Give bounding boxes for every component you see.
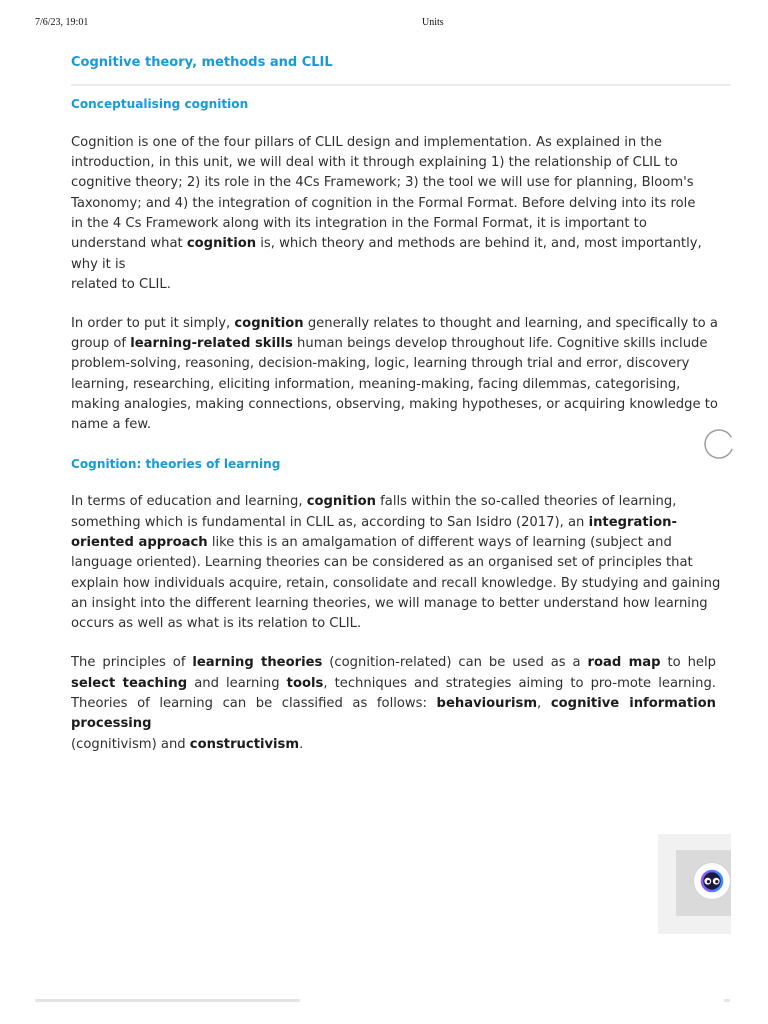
paragraph [71, 133, 731, 296]
text-line [71, 513, 731, 533]
page-title: Cognitive theory, methods and CLIL [71, 55, 333, 70]
loading-spinner-graphic [703, 428, 735, 460]
footer-url-blur [35, 999, 300, 1002]
text-run: something which is fundamental in CLIL as, according to San Isidro (2017), an [71, 514, 589, 530]
text-line [71, 735, 716, 755]
bold-term: road map [587, 655, 661, 671]
text-run: . [299, 736, 304, 752]
text-run: explain how individuals acquire, retain, consolidate and recall knowledge. By studying and gaining [71, 575, 721, 591]
text-run: introduction, in this unit, we will deal with it through explaining 1) the relationship of CLIL to [71, 154, 678, 170]
text-line [71, 375, 731, 395]
text-line [71, 334, 731, 354]
text-run: generally relates to thought and learning, and specifically to a [303, 315, 718, 331]
text-run: like this is an amalgamation of different ways of learning (subject and [207, 535, 672, 550]
section-heading-theories-of-learning: Cognition: theories of learning [71, 456, 281, 471]
text-line [71, 574, 731, 594]
text-run: understand what [71, 236, 187, 252]
bold-term: behaviourism [436, 695, 538, 711]
text-run: In order to put it simply, [71, 315, 235, 331]
text-run: group of [71, 336, 131, 352]
title-divider [71, 84, 731, 86]
bold-term: cognition [186, 236, 257, 252]
bold-term: integration- [588, 514, 677, 530]
text-line [71, 354, 731, 374]
text-run: (cognition-related) can be used as a [322, 655, 588, 671]
paragraph [71, 314, 731, 436]
text-run: making analogies, making connections, observing, making hypotheses, or acquiring knowledge to [71, 397, 718, 413]
bold-term: tools [286, 675, 324, 691]
section-heading-conceptualising-cognition: Conceptualising cognition [71, 97, 249, 111]
text-run: cognitive theory; 2) its role in the 4Cs Framework; 3) the tool we will use for planning, Bloom's [71, 175, 694, 191]
text-line [71, 694, 716, 714]
chat-widget-tab[interactable] [676, 850, 731, 916]
text-run: The principles of [71, 655, 193, 671]
text-run: language oriented). Learning theories can be considered as an organised set of principles that [71, 555, 693, 571]
bold-term: constructivism [189, 736, 300, 752]
text-line [71, 133, 731, 153]
text-line [71, 214, 731, 234]
text-run: problem-solving, reasoning, decision-making, logic, learning through trial and error, discovery [71, 356, 690, 372]
bold-term: select teaching [71, 675, 188, 691]
text-line [71, 255, 731, 275]
bold-term: learning-related skills [130, 336, 293, 352]
text-line [71, 395, 731, 415]
text-run: Cognition is one of the four pillars of CLIL design and implementation. As explained in the [71, 134, 662, 150]
text-run: human beings develop throughout life. Cognitive skills include [292, 336, 708, 352]
text-run: , [537, 695, 551, 711]
text-line [71, 674, 716, 694]
text-run: Theories of learning can be classified as follows: [71, 695, 437, 711]
text-line [71, 533, 731, 553]
bold-term: cognitive information [550, 695, 717, 711]
bold-term: processing [71, 716, 152, 732]
print-document-title: Units [422, 17, 444, 28]
loading-spinner-icon [703, 428, 735, 460]
bold-term: cognition [306, 494, 376, 510]
text-run: (cognitivism) and [71, 736, 190, 752]
text-run: an insight into the different learning theories, we will manage to better understand how learning [71, 596, 708, 612]
text-line [71, 714, 716, 734]
assistant-face-icon [694, 863, 730, 899]
text-run: Taxonomy; and 4) the integration of cognition in the Formal Format. Before delving into its role [71, 195, 696, 211]
text-line [71, 415, 731, 435]
article-content [71, 53, 731, 755]
text-run: occurs as well as what is its relation to CLIL. [71, 616, 362, 632]
text-line [71, 275, 731, 295]
text-run: In terms of education and learning, [71, 494, 307, 510]
text-run: learning, researching, eliciting information, meaning-making, facing dilemmas, categorising, [71, 376, 681, 392]
text-run: name a few. [71, 417, 152, 433]
text-run: , techniques and strategies aiming to pro-mote learning. [323, 675, 716, 691]
text-line [71, 194, 731, 214]
text-line [71, 234, 731, 254]
bold-term: oriented approach [71, 535, 208, 550]
text-run: related to CLIL. [71, 276, 171, 292]
text-run: falls within the so-called theories of learning, [375, 494, 677, 510]
chat-assistant-button[interactable] [694, 863, 730, 899]
text-run: is, which theory and methods are behind it, and, most importantly, [256, 236, 702, 252]
footer-page-number-blur [724, 999, 730, 1002]
text-line [71, 594, 731, 614]
text-line [71, 614, 731, 634]
text-line [71, 173, 731, 193]
print-timestamp: 7/6/23, 19:01 [35, 17, 89, 28]
bold-term: learning theories [192, 655, 323, 671]
chat-widget-panel [658, 834, 731, 934]
text-run: to help [660, 655, 717, 671]
paragraph [71, 492, 731, 634]
text-line [71, 314, 731, 334]
text-line [71, 653, 716, 673]
text-line [71, 492, 731, 512]
text-run: and learning [187, 675, 287, 691]
text-line [71, 553, 731, 573]
text-line [71, 153, 731, 173]
text-run: in the 4 Cs Framework along with its integration in the Formal Format, it is important to [71, 215, 647, 231]
text-run: why it is [71, 256, 126, 272]
paragraph [71, 653, 716, 755]
bold-term: cognition [234, 315, 304, 331]
